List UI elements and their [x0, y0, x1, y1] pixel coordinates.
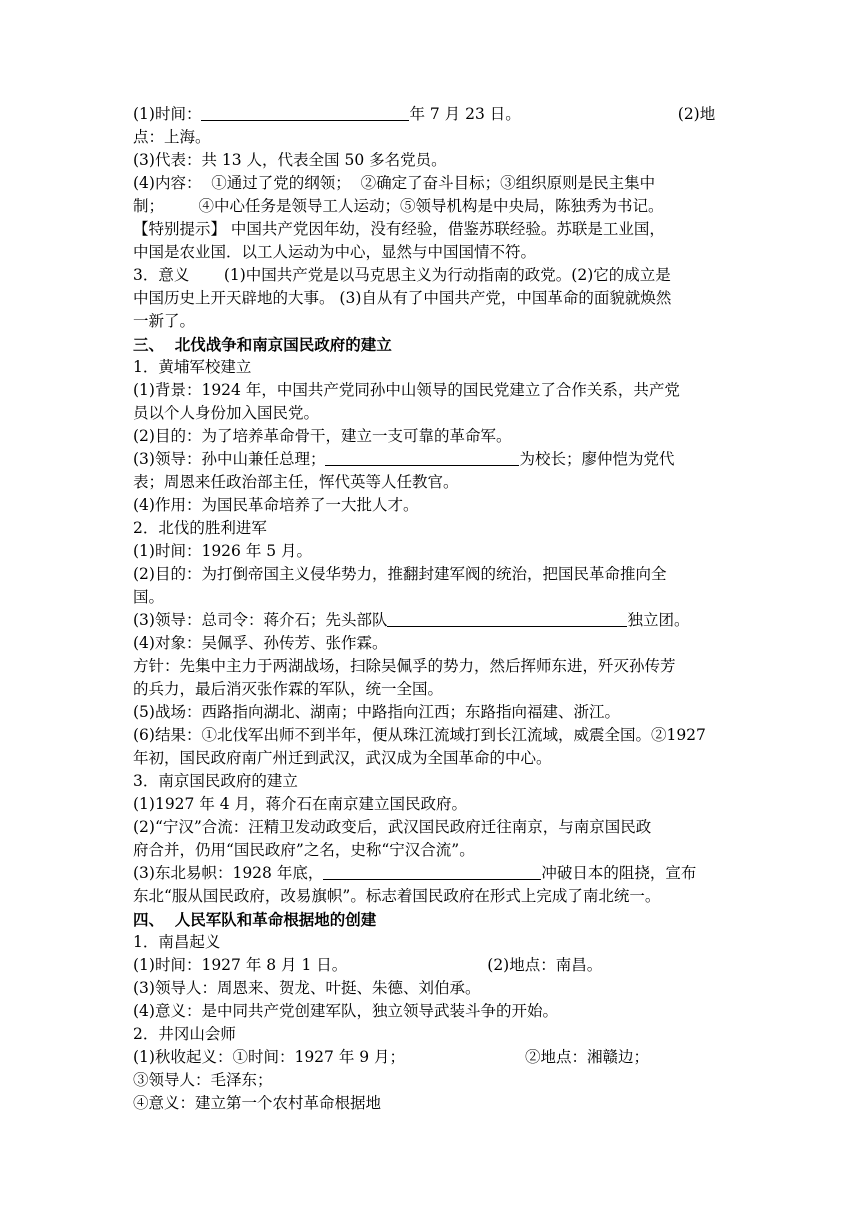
text-line: (1)时间：1926 年 5 月。	[133, 542, 313, 560]
text-line: 2．井冈山会师	[133, 1025, 236, 1043]
text-line: (3)代表：共 13 人，代表全国 50 多名党员。	[133, 151, 447, 169]
text-line: 表；周恩来任政治部主任，恽代英等人任教官。	[133, 473, 459, 491]
text-line: ③领导人：毛泽东；	[133, 1071, 273, 1089]
text-line: (2)目的：为了培养革命骨干，建立一支可靠的革命军。	[133, 427, 512, 445]
text-line: 3．南京国民政府的建立	[133, 772, 298, 790]
text-line: 【特别提示】 中国共产党因年幼，没有经验，借鉴苏联经验。苏联是工业国，	[133, 220, 665, 238]
text-fragment: (2)地点：南昌。	[487, 956, 603, 974]
fill-in-blank[interactable]	[323, 863, 541, 880]
text-fragment: 为校长；廖仲恺为党代	[519, 450, 675, 468]
text-line: 员以个人身份加入国民党。	[133, 404, 320, 422]
text-fragment: ②地点：湘赣边；	[525, 1048, 650, 1066]
text-fragment: 年 7 月 23 日。	[409, 105, 521, 123]
text-fragment: (3)领导：孙中山兼任总理；	[133, 450, 326, 468]
text-line: (4)意义：是中同共产党创建军队，独立领导武装斗争的开始。	[133, 1002, 558, 1020]
text-line: 点：上海。	[133, 128, 211, 146]
section-heading: 四、 人民军队和革命根据地的创建	[133, 910, 377, 929]
text-line: 制； ④中心任务是领导工人运动；⑤领导机构是中央局，陈独秀为书记。	[133, 197, 664, 215]
fill-in-blank[interactable]	[325, 449, 519, 466]
text-fragment: (1)时间：	[133, 105, 202, 123]
text-line: 年初，国民政府南广州迁到武汉，武汉成为全国革命的中心。	[133, 749, 552, 767]
text-line: (1)背景：1924 年，中国共产党同孙中山领导的国民党建立了合作关系，共产党	[133, 381, 680, 399]
fill-in-blank[interactable]	[387, 610, 627, 627]
text-line: ④意义：建立第一个农村革命根据地	[133, 1094, 382, 1112]
text-line: (4)内容： ①通过了党的纲领； ②确定了奋斗目标；③组织原则是民主集中	[133, 174, 656, 192]
text-line: 府合并，仍用“国民政府”之名，史称“宁汉合流”。	[133, 841, 475, 859]
fill-in-blank[interactable]	[201, 104, 409, 121]
text-line	[133, 862, 733, 885]
text-line	[133, 103, 733, 126]
text-line: (1)1927 年 4 月，蒋介石在南京建立国民政府。	[133, 795, 468, 813]
text-line: 方针：先集中主力于两湖战场，扫除吴佩孚的势力，然后挥师东进，歼灭孙传芳	[133, 657, 676, 675]
text-fragment: (1)时间：1927 年 8 月 1 日。	[133, 956, 348, 974]
text-line: (2)目的：为打倒帝国主义侵华势力，推翻封建军阀的统治，把国民革命推向全	[133, 565, 667, 583]
text-line	[133, 954, 733, 977]
text-fragment: 独立团。	[627, 611, 690, 629]
text-line: 的兵力，最后消灭张作霖的军队，统一全国。	[133, 680, 444, 698]
text-line: 东北“服从国民政府，改易旗帜”。标志着国民政府在形式上完成了南北统一。	[133, 887, 661, 905]
text-line	[133, 1046, 733, 1069]
text-fragment: 冲破日本的阻挠，宣布	[541, 864, 697, 882]
text-line: 1．南昌起义	[133, 933, 221, 951]
text-line: (4)对象：吴佩孚、孙传芳、张作霖。	[133, 634, 388, 652]
text-line: 国。	[133, 588, 165, 606]
text-line: 3．意义 (1)中国共产党是以马克思主义为行动指南的政党。(2)它的成立是	[133, 266, 671, 284]
text-line: 中国是农业国．以工人运动为中心，显然与中国国情不符。	[133, 243, 537, 261]
text-line: 2．北伐的胜利进军	[133, 519, 267, 537]
text-line: (5)战场：西路指向湖北、湖南；中路指向江西；东路指向福建、浙江。	[133, 703, 620, 721]
text-line: (2)“宁汉”合流：汪精卫发动政变后，武汉国民政府迁往南京，与南京国民政	[133, 818, 652, 836]
section-heading: 三、 北伐战争和南京国民政府的建立	[133, 335, 392, 354]
text-line: 中国历史上开天辟地的大事。 (3)自从有了中国共产党，中国革命的面貌就焕然	[133, 289, 672, 307]
text-fragment: (3)领导：总司令：蒋介石；先头部队	[133, 611, 388, 629]
text-line	[133, 609, 733, 632]
text-fragment: (2)地	[677, 105, 716, 123]
text-line: (3)领导人：周恩来、贺龙、叶挺、朱德、刘伯承。	[133, 979, 481, 997]
text-line	[133, 448, 733, 471]
document-page	[133, 103, 733, 1115]
text-line: (4)作用：为国民革命培养了一大批人才。	[133, 496, 419, 514]
text-fragment: (3)东北易帜：1928 年底，	[133, 864, 324, 882]
text-line: (6)结果：①北伐军出师不到半年，便从珠江流域打到长江流域，威震全国。②1927	[133, 726, 706, 744]
text-line: 1．黄埔军校建立	[133, 358, 252, 376]
text-fragment: (1)秋收起义：①时间：1927 年 9 月；	[133, 1048, 406, 1066]
text-line: 一新了。	[133, 312, 196, 330]
